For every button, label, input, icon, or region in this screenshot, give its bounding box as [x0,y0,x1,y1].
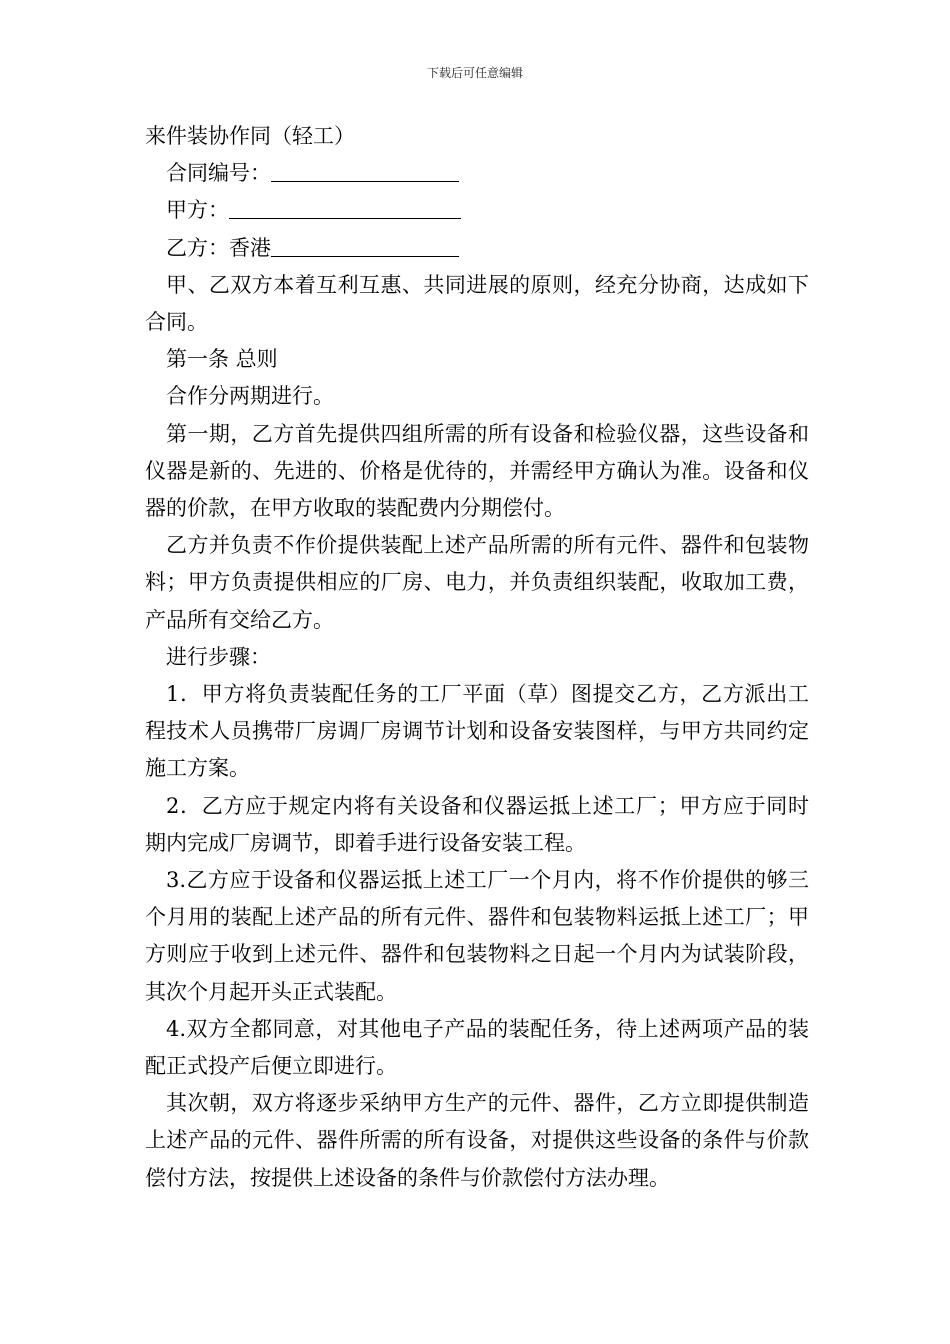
phase1-cont-paragraph: 乙方并负责不作价提供装配上述产品所需的所有元件、器件和包装物料；甲方负责提供相应的厂房、电力，并负责组织装配，收取加工费，产品所有交给乙方。 [145,533,809,632]
contract-number-line [145,155,809,192]
step2-paragraph: 2．乙方应于规定内将有关设备和仪器运抵上述工厂；甲方应于同时期内完成厂房调节，即着手进行设备安装工程。 [145,793,809,855]
page-header-note: 下载后可任意编辑 [426,66,523,80]
party-a-label: 甲方： [166,198,229,223]
party-b-line [145,230,809,267]
contract-number-blank [271,157,459,182]
party-b-blank [271,232,459,257]
document-body [145,118,809,1197]
intro-paragraph: 甲、乙双方本着互利互惠、共同进展的原则，经充分协商，达成如下合同。 [145,272,809,335]
step1-paragraph: 1．甲方将负责装配任务的工厂平面（草）图提交乙方，乙方派出工程技术人员携带厂房调厂房调节计划和设备安装图样，与甲方共同约定施工方案。 [145,682,809,781]
phase1-paragraph: 第一期，乙方首先提供四组所需的所有设备和检验仪器，这些设备和仪器是新的、先进的、价格是优待的，并需经甲方确认为准。设备和仪器的价款，在甲方收取的装配费内分期偿付。 [145,421,809,521]
phase2-paragraph: 其次朝，双方将逐步采纳甲方生产的元件、器件，乙方立即提供制造上述产品的元件、器件所需的所有设备，对提供这些设备的条件与价款偿付方法，按提供上述设备的条件与价款偿付方法办理。 [145,1091,809,1190]
step3-paragraph: 3.乙方应于设备和仪器运抵上述工厂一个月内，将不作价提供的够三个月用的装配上述产品的所有元件、器件和包装物料运抵上述工厂；甲方则应于收到上述元件、器件和包装物料之日起一个月内为试装阶段，其次个月起开头正式装配。 [145,868,809,1004]
party-a-line [145,192,809,229]
phases-paragraph: 合作分两期进行。 [166,384,334,409]
party-a-blank [229,194,461,219]
document-title: 来件装协作同（轻工） [145,124,355,148]
step4-paragraph: 4.双方全都同意，对其他电子产品的装配任务，待上述两项产品的装配正式投产后便立即进行。 [145,1016,809,1079]
party-b-label: 乙方：香港 [166,235,271,260]
contract-number-label: 合同编号： [166,161,271,186]
article1-heading: 第一条 总则 [166,347,278,372]
steps-heading: 进行步骤： [166,644,271,669]
